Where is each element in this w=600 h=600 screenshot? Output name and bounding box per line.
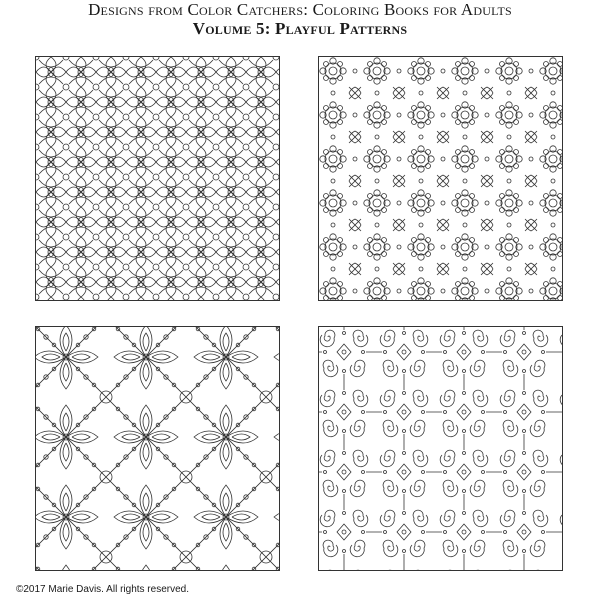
petal-lattice-pattern: [36, 327, 279, 570]
pattern-tile-interlocking-arches: [35, 56, 280, 301]
pattern-tile-spiral-scroll: [318, 326, 563, 571]
copyright-notice: ©2017 Marie Davis. All rights reserved.: [16, 584, 189, 595]
interlocking-arches-pattern: [36, 57, 279, 300]
series-title: Designs from Color Catchers: Coloring Books for Adults: [88, 0, 512, 19]
pattern-tile-floral-medallion: [318, 56, 563, 301]
floral-medallion-pattern: [319, 57, 562, 300]
spiral-scroll-pattern: [319, 327, 562, 570]
volume-title: Volume 5: Playful Patterns: [192, 19, 408, 38]
pattern-tile-petal-lattice: [35, 326, 280, 571]
